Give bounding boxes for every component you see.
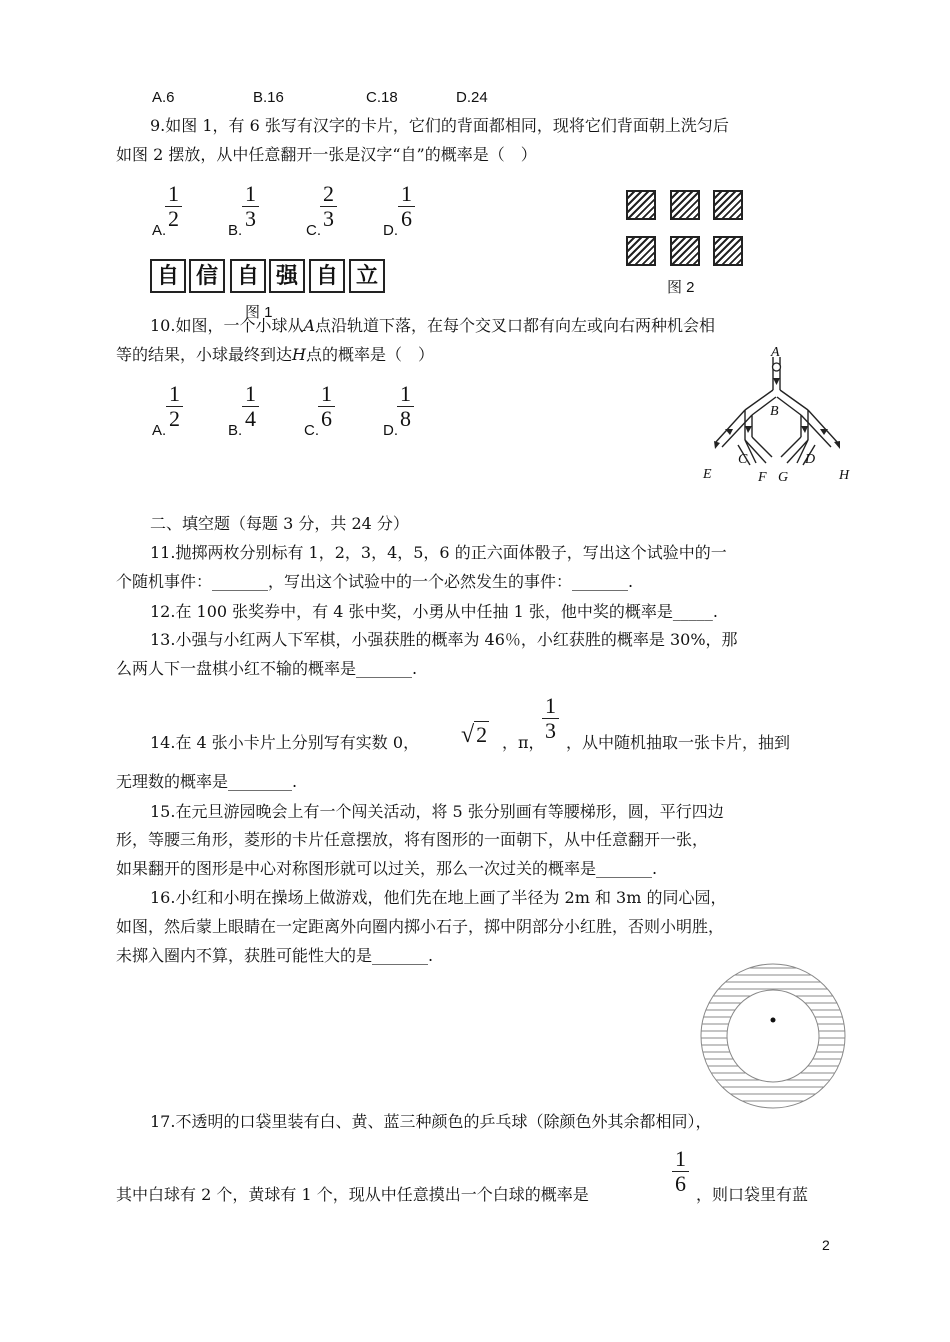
q13-line2: 么两人下一盘棋小红不输的概率是_______. <box>116 659 418 678</box>
figure1-card: 信 <box>189 259 225 293</box>
inner-circle <box>727 990 819 1082</box>
fraction-numerator: 1 <box>168 181 179 206</box>
fraction-numerator: 1 <box>675 1146 686 1171</box>
track-diagram <box>700 345 855 485</box>
fraction-denominator: 4 <box>245 406 256 431</box>
q13-line1: 13.小强与小红两人下军棋，小强获胜的概率为 46％，小红获胜的概率是 30%，那 <box>150 630 738 649</box>
figure2-label: 图 2 <box>667 279 695 296</box>
fraction-numerator: 1 <box>401 181 412 206</box>
q9-option-b-label: B. <box>228 222 243 239</box>
fraction-denominator: 2 <box>168 206 179 231</box>
q8-option-b: B.16 <box>253 89 284 106</box>
diagram-label-f: F <box>758 470 767 485</box>
q9-option-d-fraction <box>398 182 415 231</box>
figure1-card: 自 <box>150 259 186 293</box>
q10-option-b-label: B. <box>228 422 243 439</box>
figure1-card: 自 <box>230 259 266 293</box>
q17-line2b: ，则口袋里有蓝 <box>696 1185 809 1204</box>
figure1-card: 立 <box>349 259 385 293</box>
q10-option-a-fraction <box>166 382 183 431</box>
section-title: 二、填空题（每题 3 分，共 24 分） <box>150 514 409 533</box>
figure1-label: 图 1 <box>245 304 273 321</box>
q10-option-b-fraction <box>242 382 259 431</box>
fraction-numerator: 1 <box>321 381 332 406</box>
fraction-denominator: 8 <box>400 406 411 431</box>
q12-line: 12.在 100 张奖券中，有 4 张中奖，小勇从中任抽 1 张，他中奖的概率是_____. <box>150 602 718 621</box>
fraction-denominator: 3 <box>545 718 556 743</box>
fraction-numerator: 1 <box>245 381 256 406</box>
fraction-denominator: 2 <box>169 406 180 431</box>
concentric-circles-figure <box>695 958 855 1118</box>
figure1-card: 强 <box>269 259 305 293</box>
q14-sqrt: √2 <box>461 722 488 748</box>
q9-option-a-fraction <box>165 182 182 231</box>
q10-point-h: H <box>292 345 306 364</box>
figure1-card: 自 <box>309 259 345 293</box>
q16-line1: 16.小红和小明在操场上做游戏，他们先在地上画了半径为 2m 和 3m 的同心园， <box>150 888 727 907</box>
q9-option-c-label: C. <box>306 222 321 239</box>
q10-point-a: A <box>303 316 316 335</box>
diagram-label-c: C <box>738 452 748 467</box>
q10-option-c-label: C. <box>304 422 319 439</box>
q11-line1: 11.抛掷两枚分别标有 1，2，3，4，5，6 的正六面体骰子，写出这个试验中的一 <box>150 543 727 562</box>
q17-line1: 17.不透明的口袋里装有白、黄、蓝三种颜色的乒乓球（除颜色外其余都相同）， <box>150 1112 712 1131</box>
ball <box>773 363 781 371</box>
figure2-tile <box>670 190 700 220</box>
diagram-label-d: D <box>805 452 816 467</box>
figure2-tile <box>713 236 743 266</box>
q10-text: 点的概率是（ ） <box>305 345 434 364</box>
q16-line3: 未掷入圈内不算，获胜可能性大的是_______. <box>116 946 434 965</box>
q15-line3: 如果翻开的图形是中心对称图形就可以过关，那么一次过关的概率是_______. <box>116 859 658 878</box>
q10-text: 点沿轨道下落，在每个交叉口都有向左或向右两种机会相 <box>315 316 716 335</box>
q14-line2: 无理数的概率是________. <box>116 772 298 791</box>
figure2-tile <box>713 190 743 220</box>
q14-part3: ，从中随机抽取一张卡片，抽到 <box>566 733 791 752</box>
fraction-denominator: 3 <box>323 206 334 231</box>
fraction-denominator: 6 <box>401 206 412 231</box>
q9-option-c-fraction <box>320 182 337 231</box>
q8-option-a: A.6 <box>152 89 175 106</box>
fraction-denominator: 6 <box>675 1171 686 1196</box>
q8-option-d: D.24 <box>456 89 488 106</box>
diagram-label-g: G <box>778 470 789 485</box>
fraction-numerator: 2 <box>323 181 334 206</box>
q11-line2: 个随机事件：_______，写出这个试验中的一个必然发生的事件：_______. <box>116 572 634 591</box>
outer-circle <box>701 964 845 1108</box>
q10-option-d-label: D. <box>383 422 398 439</box>
fraction-denominator: 3 <box>245 206 256 231</box>
q10-line2 <box>116 345 434 365</box>
fraction-numerator: 1 <box>545 693 556 718</box>
q17-fraction <box>672 1147 689 1196</box>
figure2-tile <box>626 190 656 220</box>
q15-line1: 15.在元旦游园晚会上有一个闯关活动，将 5 张分别画有等腰梯形，圆，平行四边 <box>150 802 724 821</box>
fraction-numerator: 1 <box>245 181 256 206</box>
q9-option-d-label: D. <box>383 222 398 239</box>
q10-line1 <box>150 316 715 336</box>
q14-fraction <box>542 694 559 743</box>
diagram-label-a: A <box>771 345 780 360</box>
diagram-label-b: B <box>770 404 779 419</box>
diagram-label-e: E <box>703 467 712 482</box>
figure2-tile <box>626 236 656 266</box>
q9-option-b-fraction <box>242 182 259 231</box>
fraction-numerator: 1 <box>400 381 411 406</box>
center-dot <box>771 1018 776 1023</box>
q10-option-a-label: A. <box>152 422 167 439</box>
q9-line1: 9.如图 1，有 6 张写有汉字的卡片，它们的背面都相同，现将它们背面朝上洗匀后 <box>150 116 729 135</box>
q10-text: 10.如图，一个小球从 <box>150 316 304 335</box>
q14-part1: 14.在 4 张小卡片上分别写有实数 0， <box>150 733 420 752</box>
fraction-numerator: 1 <box>169 381 180 406</box>
q10-option-c-fraction <box>318 382 335 431</box>
figure2-tile <box>670 236 700 266</box>
q15-line2: 形，等腰三角形，菱形的卡片任意摆放，将有图形的一面朝下，从中任意翻开一张， <box>116 830 709 849</box>
diagram-label-h: H <box>839 468 850 483</box>
q10-option-d-fraction <box>397 382 414 431</box>
q10-text: 等的结果，小球最终到达 <box>116 345 293 364</box>
q9-option-a-label: A. <box>152 222 167 239</box>
q17-line2a: 其中白球有 2 个，黄球有 1 个，现从中任意摸出一个白球的概率是 <box>116 1185 589 1204</box>
q8-option-c: C.18 <box>366 89 398 106</box>
q14-part2: ，π， <box>502 733 545 752</box>
page-number: 2 <box>822 1237 830 1253</box>
q9-line2: 如图 2 摆放，从中任意翻开一张是汉字“自”的概率是（ ） <box>116 145 537 164</box>
fraction-denominator: 6 <box>321 406 332 431</box>
sqrt-radicand: 2 <box>476 722 488 747</box>
q16-line2: 如图，然后蒙上眼睛在一定距离外向圈内掷小石子，掷中阴部分小红胜，否则小明胜， <box>116 917 725 936</box>
